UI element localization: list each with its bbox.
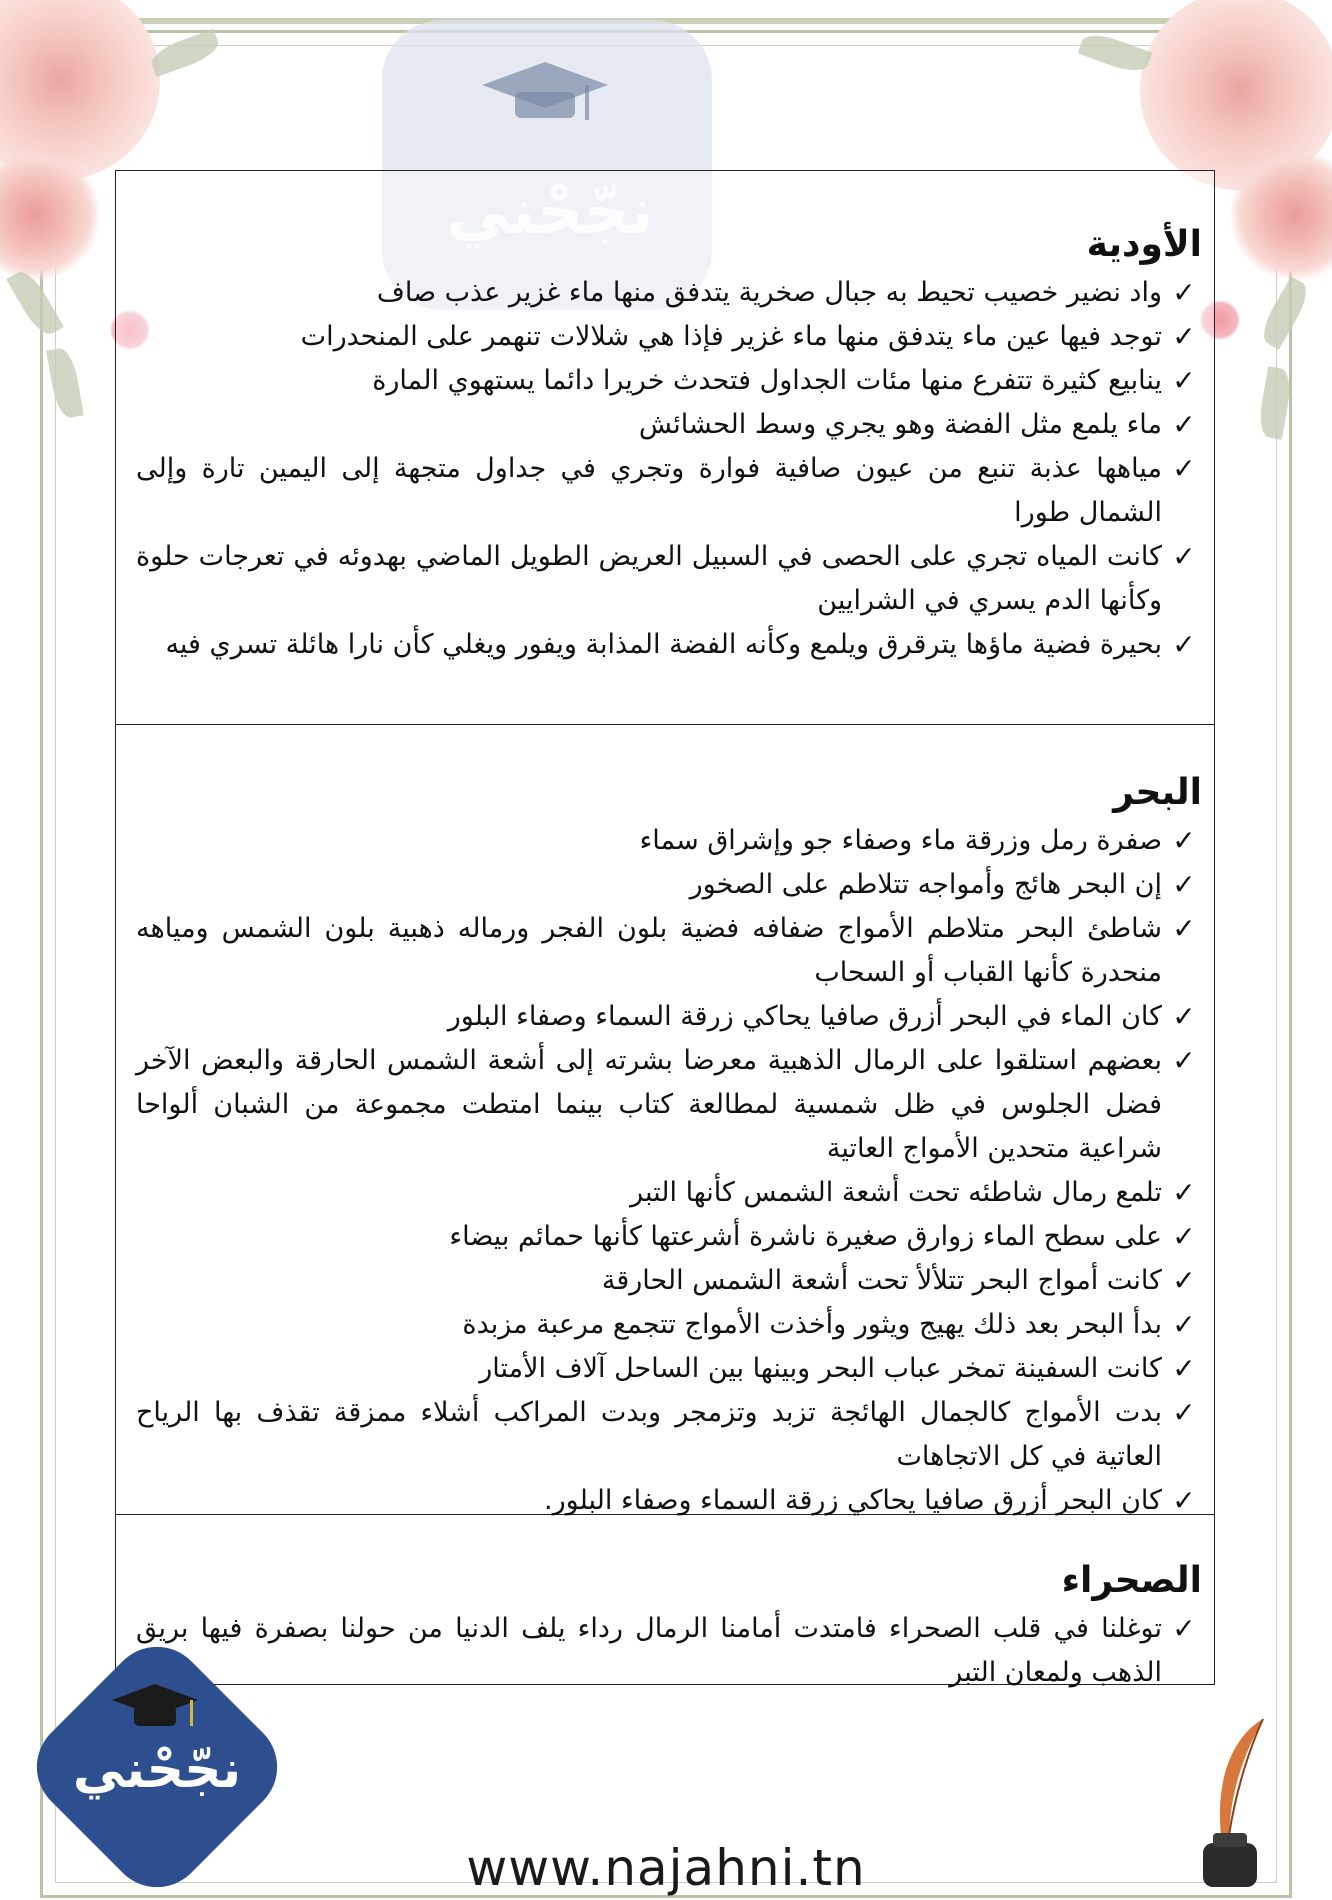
- item-text: كان الماء في البحر أزرق صافيا يحاكي زرقة السماء وصفاء البلور: [447, 1001, 1162, 1032]
- list-item: [136, 1347, 1202, 1391]
- list-item: [136, 1039, 1202, 1171]
- item-text: صفرة رمل وزرقة ماء وصفاء جو وإشراق سماء: [639, 825, 1162, 856]
- item-text: كانت المياه تجري على الحصى في السبيل العريض الطويل الماضي بهدوئه في تعرجات حلوة وكأنها الدم يسري في الشرايين: [136, 541, 1162, 616]
- check-icon: ✓: [1172, 1612, 1196, 1645]
- item-list: [136, 819, 1202, 1523]
- logo-text: نجّحْني: [72, 1740, 242, 1800]
- list-item: [136, 271, 1202, 315]
- list-item: [136, 1215, 1202, 1259]
- item-text: كانت السفينة تمخر عباب البحر وبينها بين الساحل آلاف الأمتار: [479, 1353, 1162, 1384]
- list-item: [136, 907, 1202, 995]
- check-icon: ✓: [1172, 868, 1196, 901]
- item-text: واد نضير خصيب تحيط به جبال صخرية يتدفق منها ماء غزير عذب صاف: [376, 277, 1162, 308]
- quill-ink-icon: [1185, 1715, 1275, 1895]
- item-text: إن البحر هائج وأمواجه تتلاطم على الصخور: [689, 869, 1162, 900]
- check-icon: ✓: [1172, 628, 1196, 661]
- item-text: بدأ البحر بعد ذلك يهيج ويثور وأخذت الأمواج تتجمع مرعبة مزبدة: [462, 1309, 1162, 1340]
- list-item: [136, 1171, 1202, 1215]
- website-url[interactable]: www.najahni.tn: [466, 1839, 866, 1897]
- watermark-text: نجّحْني: [446, 175, 654, 249]
- section-title: البحر: [1113, 772, 1202, 813]
- check-icon: ✓: [1172, 540, 1196, 573]
- check-icon: ✓: [1172, 1396, 1196, 1429]
- graduation-cap-icon: [110, 1682, 200, 1734]
- item-text: مياهها عذبة تنبع من عيون صافية فوارة وتجري في جداول متجهة إلى اليمين تارة وإلى الشمال طورا: [136, 453, 1162, 528]
- check-icon: ✓: [1172, 1044, 1196, 1077]
- item-text: على سطح الماء زوارق صغيرة ناشرة أشرعتها كأنها حمائم بيضاء: [449, 1221, 1162, 1252]
- item-text: بحيرة فضية ماؤها يترقرق ويلمع وكأنه الفضة المذابة ويفور ويغلي كأن نارا هائلة تسري فيه: [165, 629, 1162, 660]
- check-icon: ✓: [1172, 824, 1196, 857]
- item-text: توغلنا في قلب الصحراء فامتدت أمامنا الرمال رداء يلف الدنيا من حولنا بصفرة فيها بريق الذهب ولمعان التبر: [136, 1613, 1162, 1688]
- check-icon: ✓: [1172, 1220, 1196, 1253]
- check-icon: ✓: [1172, 364, 1196, 397]
- check-icon: ✓: [1172, 276, 1196, 309]
- section-title: الصحراء: [1061, 1560, 1202, 1601]
- section-sea: [116, 725, 1214, 1515]
- check-icon: ✓: [1172, 1352, 1196, 1385]
- list-item: [136, 447, 1202, 535]
- list-item: [136, 1391, 1202, 1479]
- list-item: [136, 1303, 1202, 1347]
- item-text: تلمع رمال شاطئه تحت أشعة الشمس كأنها التبر: [630, 1177, 1162, 1208]
- list-item: [136, 863, 1202, 907]
- item-text: ماء يلمع مثل الفضة وهو يجري وسط الحشائش: [638, 409, 1162, 440]
- item-text: بعضهم استلقوا على الرمال الذهبية معرضا بشرته إلى أشعة الشمس الحارقة والبعض الآخر فضل الجلوس في ظل شمسية لمطالعة كتاب بينما امتطت مجموعة من الشبان ألواحا شراعية متحدين الأمواج العاتية: [136, 1045, 1162, 1164]
- check-icon: ✓: [1172, 452, 1196, 485]
- list-item: [136, 1259, 1202, 1303]
- check-icon: ✓: [1172, 912, 1196, 945]
- check-icon: ✓: [1172, 320, 1196, 353]
- list-item: [136, 535, 1202, 623]
- item-text: توجد فيها عين ماء يتدفق منها ماء غزير فإذا هي شلالات تنهمر على المنحدرات: [300, 321, 1162, 352]
- list-item: [136, 623, 1202, 667]
- section-title: الأودية: [1086, 224, 1202, 265]
- item-text: كان البحر أزرق صافيا يحاكي زرقة السماء وصفاء البلور.: [544, 1485, 1162, 1516]
- list-item: [136, 995, 1202, 1039]
- item-list: [136, 1607, 1202, 1695]
- check-icon: ✓: [1172, 1264, 1196, 1297]
- item-text: ينابيع كثيرة تتفرع منها مئات الجداول فتحدث خريرا دائما يستهوي المارة: [372, 365, 1162, 396]
- section-valleys: [116, 171, 1214, 725]
- item-text: كانت أمواج البحر تتلألأ تحت أشعة الشمس الحارقة: [601, 1265, 1162, 1296]
- check-icon: ✓: [1172, 1176, 1196, 1209]
- item-list: [136, 271, 1202, 667]
- check-icon: ✓: [1172, 408, 1196, 441]
- check-icon: ✓: [1172, 1308, 1196, 1341]
- list-item: [136, 819, 1202, 863]
- list-item: [136, 315, 1202, 359]
- check-icon: ✓: [1172, 1000, 1196, 1033]
- check-icon: ✓: [1172, 1484, 1196, 1517]
- item-text: بدت الأمواج كالجمال الهائجة تزبد وتزمجر وبدت المراكب أشلاء ممزقة تقذف بها الرياح العاتية في كل الاتجاهات: [136, 1397, 1162, 1472]
- list-item: [136, 359, 1202, 403]
- item-text: شاطئ البحر متلاطم الأمواج ضفافه فضية بلون الفجر ورماله ذهبية بلون الشمس ومياهه منحدرة كأنها القباب أو السحاب: [136, 913, 1162, 988]
- graduation-cap-icon: [480, 60, 610, 130]
- list-item: [136, 1607, 1202, 1695]
- content-box: [115, 170, 1215, 1688]
- list-item: [136, 403, 1202, 447]
- section-desert: [116, 1515, 1214, 1686]
